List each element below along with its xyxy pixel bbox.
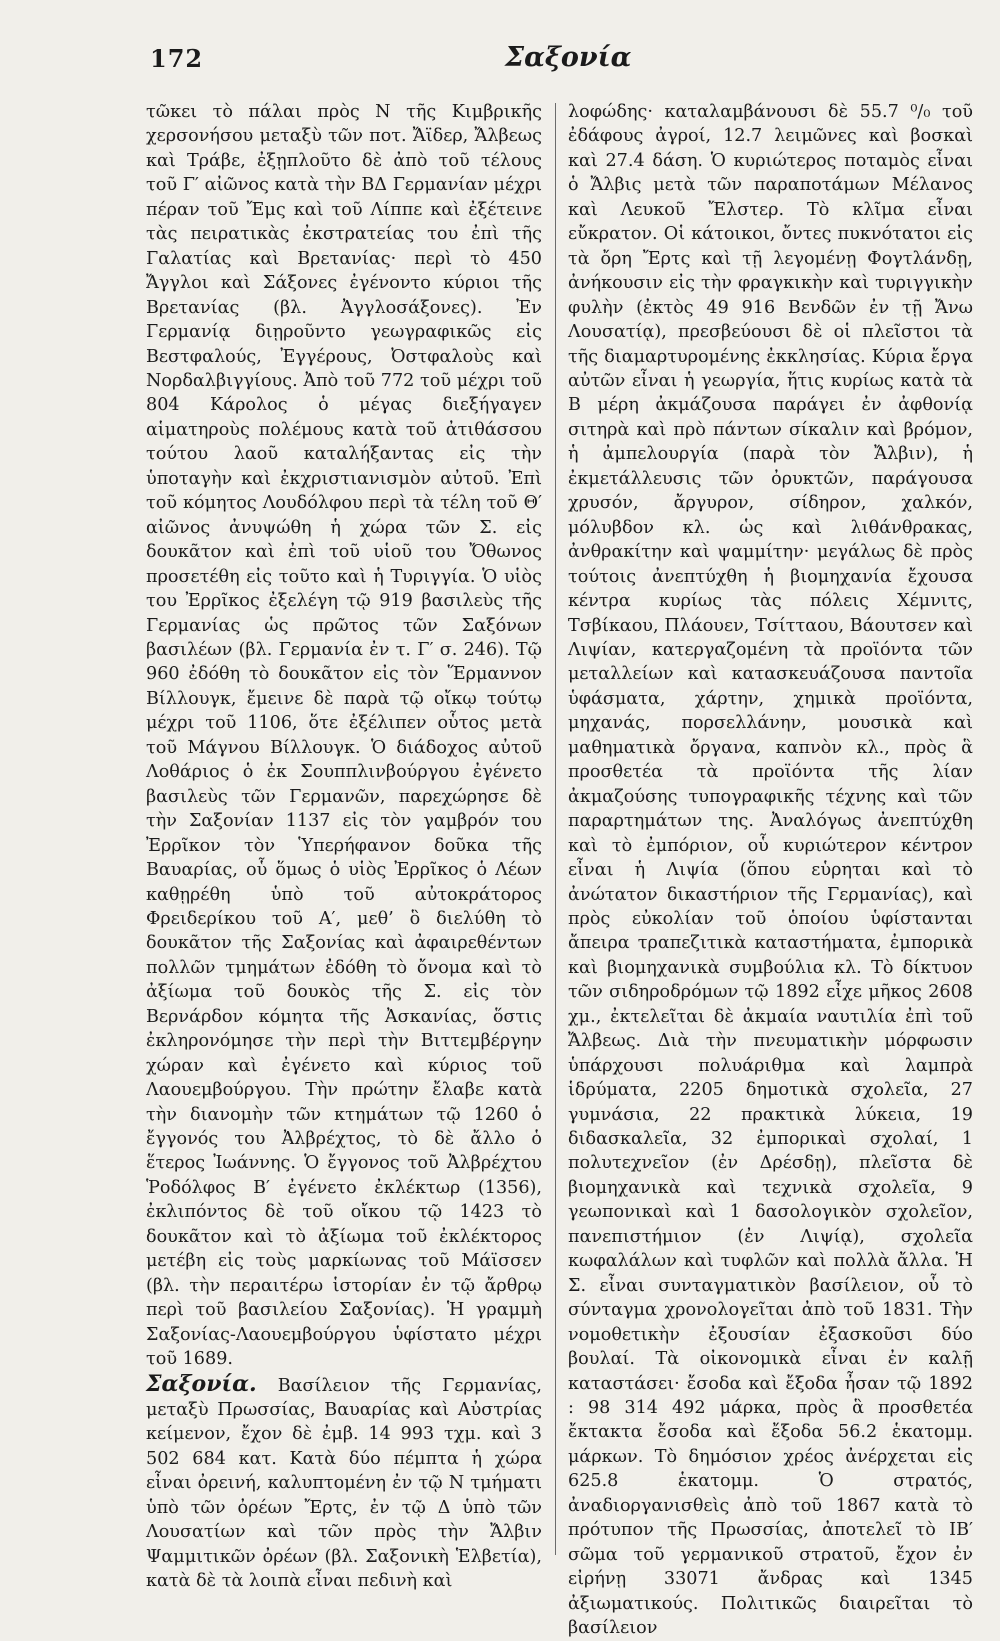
running-title: Σαξονία <box>505 42 632 73</box>
entry-headword: Σαξονία. <box>146 1370 257 1397</box>
right-column <box>568 100 973 1639</box>
entry-body: Βασίλειον τῆς Γερμανίας, μεταξὺ Πρωσσίας, Βαυαρίας καὶ Αὐστρίας κείμενον, ἔχον δὲ ἐμβ. 14 993 τχμ. καὶ 3 502 684 κατ. Κατὰ δύο πέμπτα ἡ χώρα εἶναι ὀρεινή, καλυπτομένη ἐν τῷ Ν τμήματι ὑπὸ τῶν ὀρέων Ἔρτς, ἐν τῷ Δ ὑπὸ τῶν Λουσατίων καὶ τῶν πρὸς τὴν Ἄλβιν Ψαμμιτικῶν ὀρέων (βλ. Σαξονικὴ Ἑλβετία), κατὰ δὲ τὰ λοιπὰ εἶναι πεδινὴ καὶ <box>146 1375 542 1592</box>
left-column <box>146 100 542 1592</box>
article-paragraph: τῶκει τὸ πάλαι πρὸς Ν τῆς Κιμβρικῆς χερσονήσου μεταξὺ τῶν ποτ. Ἄϊδερ, Ἄλβεως καὶ Τράβε, ἐξῃπλοῦτο δὲ ἀπὸ τοῦ τέλους τοῦ Γ′ αἰῶνος κατὰ τὴν ΒΔ Γερμανίαν μέχρι πέραν τοῦ Ἔμς καὶ τοῦ Λίππε καὶ ἐξέτεινε τὰς πειρατικὰς ἐκστρατείας του ἐπὶ τῆς Γαλατίας καὶ Βρετανίας· περὶ τὸ 450 Ἄγγλοι καὶ Σάξονες ἐγένοντο κύριοι τῆς Βρετανίας (βλ. Ἀγγλοσάξονες). Ἐν Γερμανίᾳ διῃροῦντο γεωγραφικῶς εἰς Βεστφαλούς, Ἐγγέρους, Ὀστφαλοὺς καὶ Νορδαλβιγγίους. Ἀπὸ τοῦ 772 τοῦ μέχρι τοῦ 804 Κάρολος ὁ μέγας διεξήγαγεν αἱματηροὺς πολέμους κατὰ τοῦ ἀτιθάσσου τούτου λαοῦ καταλήξαντας εἰς τὴν ὑποταγὴν καὶ ἐκχριστιανισμὸν αὐτοῦ. Ἐπὶ τοῦ κόμητος Λουδόλφου περὶ τὰ τέλη τοῦ Θ′ αἰῶνος ἀνυψώθη ἡ χώρα τῶν Σ. εἰς δουκᾶτον καὶ ἐπὶ τοῦ υἱοῦ του Ὄθωνος προσετέθη εἰς τοῦτο καὶ ἡ Τυριγγία. Ὁ υἱὸς του Ἐρρῖκος ἐξελέγη τῷ 919 βασιλεὺς τῆς Γερμανίας ὡς πρῶτος τῶν Σαξόνων βασιλέων (βλ. Γερμανία ἐν τ. Γ′ σ. 246). Τῷ 960 ἐδόθη τὸ δουκᾶτον εἰς τὸν Ἕρμαννον Βίλλουγκ, ἔμεινε δὲ παρὰ τῷ οἴκῳ τούτῳ μέχρι τοῦ 1106, ὅτε ἐξέλιπεν οὗτος μετὰ τοῦ Μάγνου Βίλλουγκ. Ὁ διάδοχος αὐτοῦ Λοθάριος ὁ ἐκ Σουππλινβούργου ἐγένετο βασιλεὺς τῶν Γερμανῶν, παρεχώρησε δὲ τὴν Σαξονίαν 1137 εἰς τὸν γαμβρόν του Ἐρρῖκον τὸν Ὑπερήφανον δοῦκα τῆς Βαυαρίας, οὗ ὅμως ὁ υἱὸς Ἐρρῖκος ὁ Λέων καθῃρέθη ὑπὸ τοῦ αὐτοκράτορος Φρειδερίκου τοῦ Α′, μεθ’ ὃ διελύθη τὸ δουκᾶτον τῆς Σαξονίας καὶ ἀφαιρεθέντων πολλῶν τμημάτων ἐδόθη τὸ ὄνομα καὶ τὸ ἀξίωμα τοῦ δουκὸς τῆς Σ. εἰς τὸν Βερνάρδον κόμητα τῆς Ἀσκανίας, ὅστις ἐκληρονόμησε τὴν περὶ τὴν Βιττεμβέργην χώραν καὶ ἐγένετο καὶ κύριος τοῦ Λαουεμβούργου. Τὴν πρώτην ἔλαβε κατὰ τὴν διανομὴν τῶν κτημάτων τῷ 1260 ὁ ἔγγονός του Ἀλβρέχτος, τὸ δὲ ἄλλο ὁ ἕτερος Ἰωάννης. Ὁ ἔγγονος τοῦ Ἀλβρέχτου Ῥοδόλφος Β′ ἐγένετο ἐκλέκτωρ (1356), ἐκλιπόντος δὲ τοῦ οἴκου τῷ 1423 τὸ δουκᾶτον καὶ τὸ ἀξίωμα τοῦ ἐκλέκτορος μετέβη εἰς τοὺς μαρκίωνας τοῦ Μάϊσσεν (βλ. τὴν περαιτέρω ἱστορίαν ἐν τῷ ἄρθρῳ περὶ τοῦ βασιλείου Σαξονίας). Ἡ γραμμὴ Σαξονίας-Λαουεμβούργου ὑφίστατο μέχρι τοῦ 1689. <box>146 102 542 1370</box>
page-header <box>150 44 780 84</box>
entry-paragraph <box>146 1372 542 1594</box>
article-paragraph-continued: λοφώδης· καταλαμβάνουσι δὲ 55.7 ⁰/₀ τοῦ ἐδάφους ἀγροί, 12.7 λειμῶνες καὶ βοσκαὶ καὶ 27.4 δάση. Ὁ κυριώτερος ποταμὸς εἶναι ὁ Ἄλβις μετὰ τῶν παραποτάμων Μέλανος καὶ Λευκοῦ Ἔλστερ. Τὸ κλῖμα εἶναι εὔκρατον. Οἱ κάτοικοι, ὄντες πυκνότατοι εἰς τὰ ὄρη Ἔρτς καὶ τῇ λεγομένῃ Φογτλάνδῃ, ἀνήκουσιν εἰς τὴν φραγκικὴν καὶ τυριγγικὴν φυλὴν (ἐκτὸς 49 916 Βενδῶν ἐν τῇ Ἄνω Λουσατίᾳ), πρεσβεύουσι δὲ οἱ πλεῖστοι τὰ τῆς διαμαρτυρομένης ἐκκλησίας. Κύρια ἔργα αὐτῶν εἶναι ἡ γεωργία, ἥτις κυρίως κατὰ τὰ Β μέρη ἀκμάζουσα παράγει ἐν ἀφθονίᾳ σιτηρὰ καὶ πρὸ πάντων σίκαλιν καὶ βρόμον, ἡ ἀμπελουργία (παρὰ τὸν Ἄλβιν), ἡ ἐκμετάλλευσις τῶν ὀρυκτῶν, παράγουσα χρυσόν, ἄργυρον, σίδηρον, χαλκόν, μόλυβδον κλ. ὡς καὶ λιθάνθρακας, ἀνθρακίτην καὶ ψαμμίτην· μεγάλως δὲ πρὸς τούτοις ἀνεπτύχθη ἡ βιομηχανία ἔχουσα κέντρα κυρίως τὰς πόλεις Χέμνιτς, Τσβίκαου, Πλάουεν, Τσίτταου, Βάουτσεν καὶ Λιψίαν, κατεργαζομένη τὰ προϊόντα τῶν μεταλλείων καὶ κατασκευάζουσα παντοῖα ὑφάσματα, χάρτην, χημικὰ προϊόντα, μηχανάς, πορσελλάνην, μουσικὰ καὶ μαθηματικὰ ὄργανα, καπνὸν κλ., πρὸς ἃ προσθετέα τὰ προϊόντα τῆς λίαν ἀκμαζούσης τυπογραφικῆς τέχνης καὶ τῶν παραρτημάτων της. Ἀναλόγως ἀνεπτύχθη καὶ τὸ ἐμπόριον, οὗ κυριώτερον κέντρον εἶναι ἡ Λιψία (ὅπου εὑρηται καὶ τὸ ἀνώτατον δικαστήριον τῆς Γερμανίας), καὶ πρὸς εὐκολίαν τοῦ ὁποίου ὑφίστανται ἄπειρα τραπεζιτικὰ καταστήματα, ἐμπορικὰ καὶ βιομηχανικὰ συμβούλια κλ. Τὸ δίκτυον τῶν σιδηροδρόμων τῷ 1892 εἶχε μῆκος 2608 χμ., ἐκτελεῖται δὲ ἀκμαία ναυτιλία ἐπὶ τοῦ Ἄλβεως. Διὰ τὴν πνευματικὴν μόρφωσιν ὑπάρχουσι πολυάριθμα καὶ λαμπρὰ ἱδρύματα, 2205 δημοτικὰ σχολεῖα, 27 γυμνάσια, 22 πρακτικὰ λύκεια, 19 διδασκαλεῖα, 32 ἐμπορικαὶ σχολαί, 1 πολυτεχνεῖον (ἐν Δρέσδῃ), πλεῖστα δὲ βιομηχανικὰ καὶ τεχνικὰ σχολεῖα, 9 γεωπονικαὶ καὶ 1 δασολογικὸν σχολεῖον, πανεπιστήμιον (ἐν Λιψίᾳ), σχολεῖα κωφαλάλων καὶ τυφλῶν καὶ πολλὰ ἄλλα. Ἡ Σ. εἶναι συνταγματικὸν βασίλειον, οὗ τὸ σύνταγμα χρονολογεῖται ἀπὸ τοῦ 1831. Τὴν νομοθετικὴν ἐξουσίαν ἐξασκοῦσι δύο βουλαί. Τὰ οἰκονομικὰ εἶναι ἐν καλῇ καταστάσει· ἔσοδα καὶ ἔξοδα ἦσαν τῷ 1892 : 98 314 492 μάρκα, πρὸς ἃ προσθετέα ἔκτακτα ἔσοδα καὶ ἔξοδα 56.2 ἑκατομμ. μάρκων. Τὸ δημόσιον χρέος ἀνέρχεται εἰς 625.8 ἑκατομμ. Ὁ στρατός, ἀναδιοργανισθεὶς ἀπὸ τοῦ 1867 κατὰ τὸ πρότυπον τῆς Πρωσσίας, ἀποτελεῖ τὸ ΙΒ′ σῶμα τοῦ γερμανικοῦ στρατοῦ, ἔχον ἐν εἰρήνῃ 33071 ἄνδρας καὶ 1345 ἀξιωματικούς. Πολιτικῶς διαιρεῖται τὸ βασίλειον <box>568 102 973 1639</box>
column-divider <box>555 103 556 1555</box>
page-number: 172 <box>150 44 204 73</box>
